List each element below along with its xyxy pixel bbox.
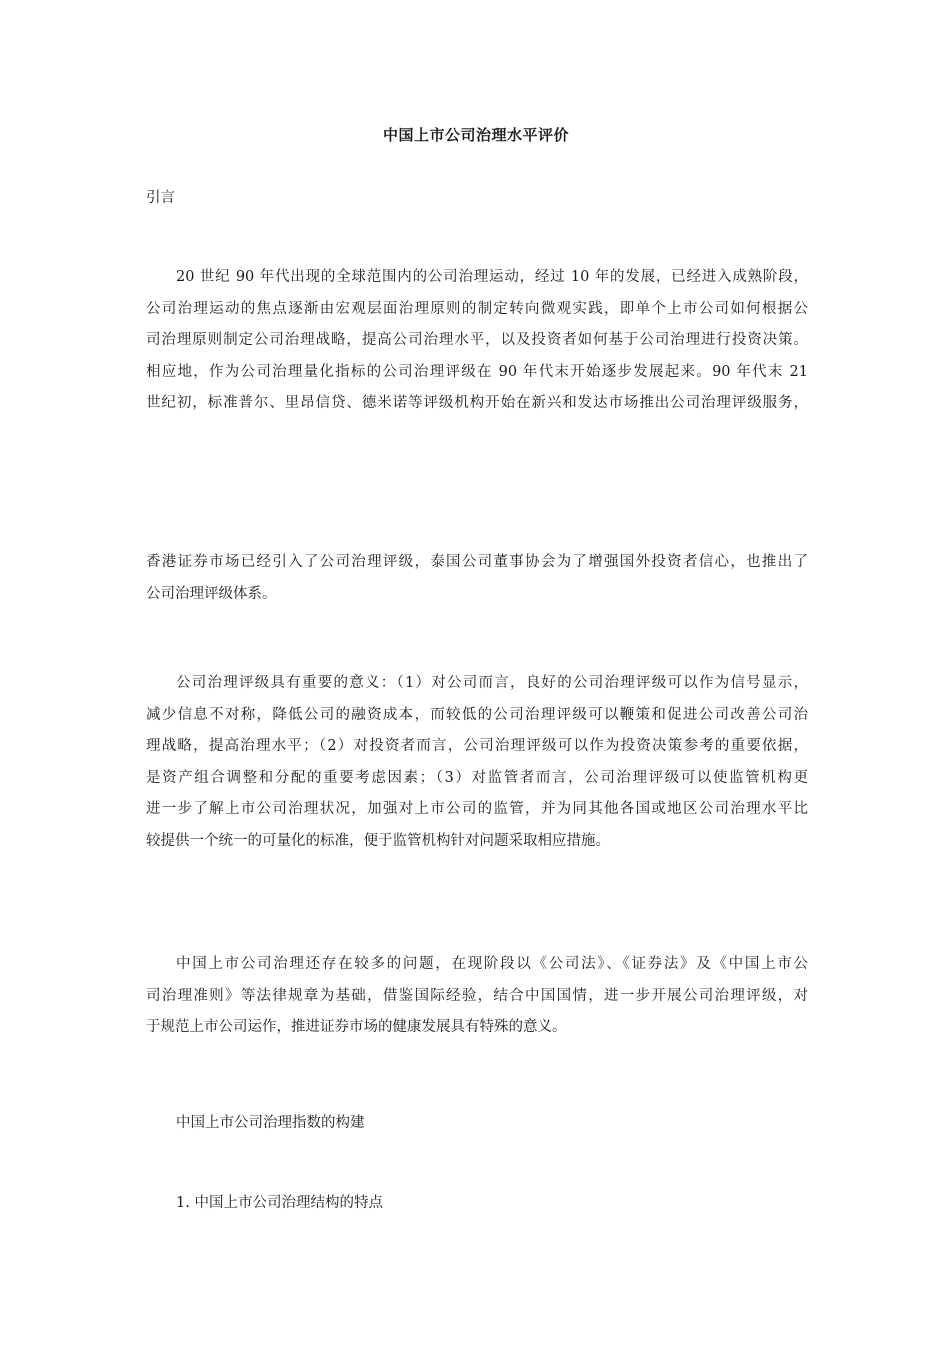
subsection-heading: 1. 中国上市公司治理结构的特点 xyxy=(176,1195,383,1211)
paragraph-line: 理战略，提高治理水平；（2）对投资者而言，公司治理评级可以作为投资决策参考的重要依据， xyxy=(146,738,808,754)
section-heading: 中国上市公司治理指数的构建 xyxy=(176,1115,365,1131)
paragraph-4 xyxy=(146,949,808,1044)
paragraph-line: 公司治理评级体系。 xyxy=(146,585,277,602)
paragraph-line: 司治理原则制定公司治理战略，提高公司治理水平，以及投资者如何基于公司治理进行投资决策。 xyxy=(146,332,808,348)
paragraph-line: 进一步了解上市公司治理状况，加强对上市公司的监管，并为同其他各国或地区公司治理水平比 xyxy=(146,801,808,817)
paragraph-line: 公司治理评级具有重要的意义：（1）对公司而言，良好的公司治理评级可以作为信号显示， xyxy=(176,675,808,691)
intro-heading: 引言 xyxy=(146,190,175,206)
paragraph-line: 20 世纪 90 年代出现的全球范围内的公司治理运动，经过 10 年的发展，已经进入成熟阶段， xyxy=(176,269,808,285)
paragraph-line: 中国上市公司治理还存在较多的问题，在现阶段以《公司法》、《证券法》及《中国上市公 xyxy=(176,956,808,972)
paragraph-line: 世纪初，标准普尔、里昂信贷、德米诺等评级机构开始在新兴和发达市场推出公司治理评级服务， xyxy=(146,395,808,411)
paragraph-line: 于规范上市公司运作，推进证券市场的健康发展具有特殊的意义。 xyxy=(146,1019,567,1035)
paragraph-line: 司治理准则》等法律规章为基础，借鉴国际经验，结合中国国情，进一步开展公司治理评级，对 xyxy=(146,987,808,1004)
paragraph-line: 相应地，作为公司治理量化指标的公司治理评级在 90 年代末开始逐步发展起来。90 年代末 21 xyxy=(146,363,808,380)
paragraph-1 xyxy=(146,262,808,420)
paragraph-line: 减少信息不对称，降低公司的融资成本，而较低的公司治理评级可以鞭策和促进公司改善公司治 xyxy=(146,706,808,723)
paragraph-3 xyxy=(146,668,808,857)
paragraph-line: 香港证券市场已经引入了公司治理评级，泰国公司董事协会为了增强国外投资者信心，也推出了 xyxy=(146,554,808,570)
paragraph-2 xyxy=(146,547,808,610)
document-title: 中国上市公司治理水平评价 xyxy=(382,126,569,144)
paragraph-line: 是资产组合调整和分配的重要考虑因素；（3）对监管者而言，公司治理评级可以使监管机构更 xyxy=(146,769,808,786)
paragraph-line: 公司治理运动的焦点逐渐由宏观层面治理原则的制定转向微观实践，即单个上市公司如何根据公 xyxy=(146,300,808,317)
paragraph-line: 较提供一个统一的可量化的标准，便于监管机构针对问题采取相应措施。 xyxy=(146,832,610,849)
